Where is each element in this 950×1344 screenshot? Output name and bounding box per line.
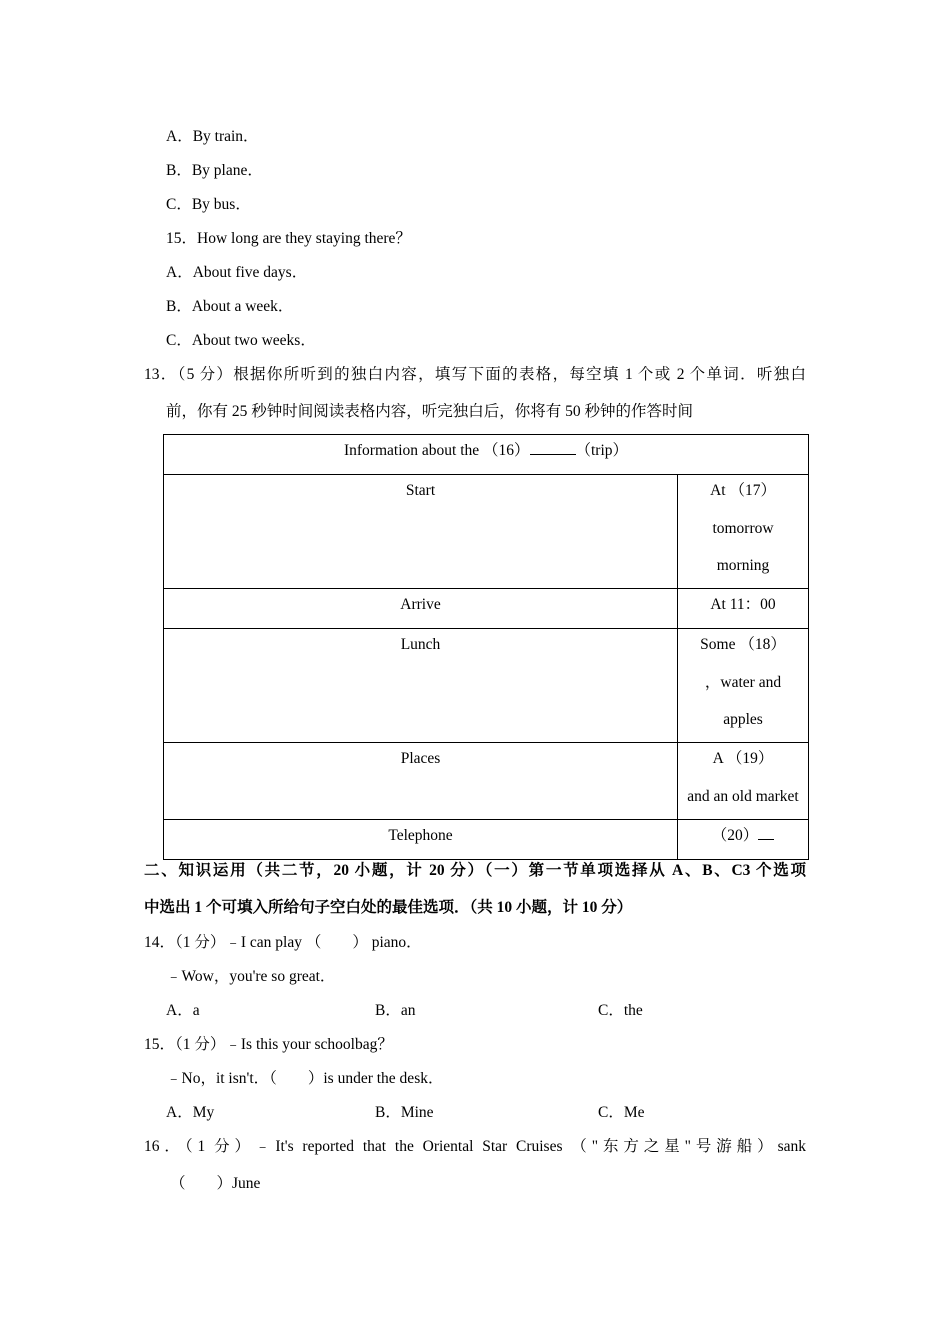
option-a-by-train: A．By train． (166, 128, 259, 145)
option-c-two-weeks: C．About two weeks． (166, 332, 316, 349)
question-14-reply: ﹣Wow，you're so great． (166, 968, 336, 985)
section-2-heading-line1: 二、知识运用（共二节，20 小题，计 20 分）（一）第一节单项选择从 A、B、C3 个选项 (144, 862, 806, 879)
value-line: apples (723, 711, 763, 728)
row-label-telephone: Telephone (164, 820, 678, 860)
table-row (164, 743, 809, 820)
value-line: ，water and (704, 673, 782, 691)
row-label-arrive: Arrive (164, 589, 678, 629)
option-a-five-days: A．About five days． (166, 264, 308, 281)
question-14-stem: 14．（1 分）﹣I can play （ ） piano． (144, 934, 422, 951)
value-line: Some （18） (700, 636, 786, 653)
question-13-line2: 前，你有 25 秒钟时间阅读表格内容，听完独白后，你将有 50 秒钟的作答时间 (166, 403, 694, 420)
section-2-heading-line2: 中选出 1 个可填入所给句子空白处的最佳选项．（共 10 小题，计 10 分） (144, 899, 633, 916)
option-b-by-plane: B．By plane． (166, 162, 263, 179)
row-value-telephone: （20） (678, 820, 809, 860)
row-label-start: Start (164, 475, 678, 589)
question-15-option-b[interactable]: B．Mine (375, 1104, 434, 1121)
value-line: and an old market (687, 787, 799, 805)
table-row (164, 475, 809, 589)
information-table (163, 434, 809, 860)
row-value-start (678, 475, 809, 589)
question-15-option-a[interactable]: A．My (166, 1104, 215, 1121)
question-14-option-b[interactable]: B．an (375, 1002, 416, 1019)
question-15-listening: 15．How long are they staying there？ (166, 230, 411, 247)
question-16-stem: 16．（1 分）﹣It's reported that the Oriental Star Cruises （"东方之星"号游船）sank (144, 1138, 806, 1155)
row-value-places (678, 743, 809, 820)
table-row (164, 820, 809, 860)
option-b-a-week: B．About a week． (166, 298, 294, 315)
table-header-suffix: （trip） (575, 442, 629, 459)
blank-20[interactable] (758, 827, 774, 840)
question-14-option-a[interactable]: A．a (166, 1002, 200, 1019)
question-14-option-c[interactable]: C．the (598, 1002, 643, 1019)
blank-16[interactable] (530, 440, 576, 455)
question-13-line1: 13．（5 分）根据你所听到的独白内容，填写下面的表格，每空填 1 个或 2 个单词．听独白 (144, 366, 806, 383)
question-15-reply: ﹣No，it isn't．（ ）is under the desk． (166, 1070, 444, 1087)
table-row (164, 629, 809, 743)
table-header-row (164, 435, 809, 475)
row-label-places: Places (164, 743, 678, 820)
value-line: morning (716, 557, 770, 574)
value-line: tomorrow (712, 519, 774, 537)
question-15-stem: 15．（1 分）﹣Is this your schoolbag？ (144, 1036, 393, 1053)
row-value-arrive: At 11：00 (678, 589, 809, 629)
value-line: A （19） (712, 750, 774, 767)
option-c-by-bus: C．By bus． (166, 196, 251, 213)
table-row (164, 589, 809, 629)
table-header-cell (164, 435, 809, 475)
question-15-option-c[interactable]: C．Me (598, 1104, 645, 1121)
row-label-lunch: Lunch (164, 629, 678, 743)
question-16-continuation: （ ）June (170, 1175, 261, 1192)
value-line: At （17） (710, 482, 776, 499)
table-header-prefix: Information about the （16） (343, 442, 530, 459)
row-value-lunch (678, 629, 809, 743)
